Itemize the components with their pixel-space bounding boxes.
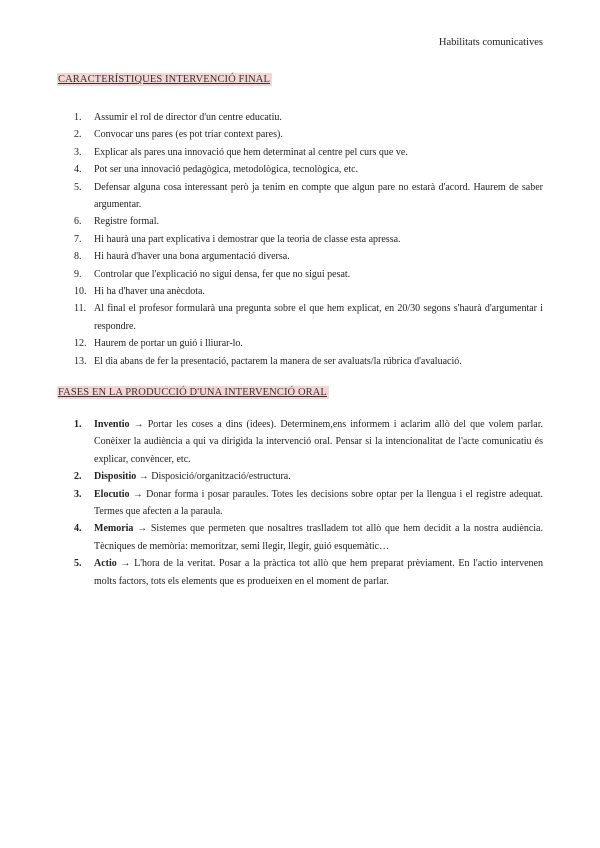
list-item	[57, 213, 543, 230]
phase-item	[57, 416, 543, 468]
phase-term: Dispositio	[94, 471, 137, 483]
list-item-text: Al final el profesor formularà una pregunta sobre el que hem explicat, en 20/30 segons s'haurà d'argumentar i respondre.	[94, 303, 543, 332]
list-item	[57, 179, 543, 214]
list-item-text: Hi ha d'haver una anècdota.	[94, 286, 205, 298]
phase-item-body	[94, 520, 543, 555]
phase-item	[57, 520, 543, 555]
list-item-text: Pot ser una innovació pedagògica, metodològica, tecnològica, etc.	[94, 164, 359, 176]
phase-term: Elocutio	[94, 488, 130, 500]
phase-item-body	[94, 555, 543, 590]
phase-description: → Sistemes que permeten que nosaltres traslladem tot allò que hem decidit a la nostra audiència. Tècniques de memòria: memoritzar, semi llegir, llegir, guió esquemàtic…	[94, 523, 543, 552]
phase-description: → Disposició/organització/estructura.	[136, 471, 291, 483]
phase-description: → Donar forma i posar paraules. Totes les decisions sobre optar per la llengua i el registre adequat. Termes que afecten a la paraula.	[94, 488, 543, 518]
list-item-number: 3.	[74, 146, 82, 158]
phase-description: → Portar les coses a dins (idees). Determinem,ens informem i aclarim allò del que volem parlar. Conèixer la audiència a qui va dirigida la intervenció oral. Pensar si la intencionalitat de l'acte comunicatiu és explicar, convèncer, etc.	[94, 419, 543, 465]
list-item	[57, 335, 543, 352]
list-item-number: 13.	[74, 355, 87, 367]
list-item	[57, 231, 543, 248]
list-item-text: Assumir el rol de director d'un centre educatiu.	[94, 112, 282, 123]
list-item-number: 5.	[74, 181, 82, 193]
list-item-number: 12.	[74, 338, 87, 350]
list-item-number: 2.	[74, 129, 82, 141]
list-item-text: Hi haurà una part explicativa i demostrar que la teoria de classe esta apressa.	[94, 233, 401, 245]
list-item	[57, 353, 543, 370]
list-item	[57, 266, 543, 283]
phase-item	[57, 555, 543, 590]
list-item-text: Explicar als pares una innovació que hem determinat al centre pel curs que ve.	[94, 146, 408, 158]
section-title-phases: FASES EN LA PRODUCCIÓ D'UNA INTERVENCIÓ ORAL	[58, 387, 327, 398]
list-item	[57, 109, 543, 126]
list-item-number: 6.	[74, 216, 82, 228]
list-item-text: Defensar alguna cosa interessant però ja tenim en compte que algun pare no estarà d'acord. Haurem de saber argumentar.	[94, 181, 543, 211]
list-item-text: Controlar que l'explicació no sigui densa, fer que no sigui pesat.	[94, 268, 351, 280]
list-item	[57, 144, 543, 161]
list-item	[57, 161, 543, 178]
phase-item-body	[94, 486, 543, 521]
phase-item-body	[94, 468, 543, 485]
phase-item-number: 3.	[74, 488, 82, 500]
phase-item-number: 1.	[74, 419, 82, 430]
phase-item	[57, 468, 543, 485]
list-item-text: El dia abans de fer la presentació, pactarem la manera de ser avaluats/la rúbrica d'avaluació.	[94, 355, 462, 367]
phases-list	[57, 416, 543, 590]
list-item-number: 1.	[74, 112, 82, 123]
phase-item-number: 4.	[74, 523, 82, 535]
phase-term: Memoria	[94, 523, 134, 535]
phase-term: Inventio	[94, 419, 130, 430]
phase-item	[57, 486, 543, 521]
phase-item-number: 2.	[74, 471, 82, 483]
phase-item-number: 5.	[74, 558, 82, 570]
list-item-number: 4.	[74, 164, 82, 176]
list-item-number: 7.	[74, 233, 82, 245]
list-item-number: 10.	[74, 286, 87, 298]
list-item-number: 8.	[74, 251, 82, 263]
list-item	[57, 300, 543, 335]
running-header: Habilitats comunicatives	[438, 37, 543, 48]
list-item-number: 11.	[74, 303, 87, 315]
list-item	[57, 248, 543, 265]
list-item	[57, 283, 543, 300]
list-item	[57, 126, 543, 143]
list-item-number: 9.	[74, 268, 82, 280]
list-item-text: Hi haurà d'haver una bona argumentació diversa.	[94, 251, 290, 263]
list-item-text: Registre formal.	[94, 216, 159, 228]
phase-description: → L'hora de la veritat. Posar a la pràctica tot allò que hem preparat prèviament. En l'actio intervenen molts factors, tots els elements que es produeixen en el moment de parlar.	[94, 558, 543, 587]
list-item-text: Haurem de portar un guió i lliurar-lo.	[94, 338, 243, 350]
list-item-text: Convocar uns pares (es pot triar context pares).	[94, 129, 283, 141]
phase-item-body	[94, 416, 543, 468]
section-title-characteristics: CARACTERÍSTIQUES INTERVENCIÓ FINAL	[58, 74, 270, 85]
phase-term: Actio	[94, 558, 117, 570]
characteristics-list	[57, 109, 543, 370]
